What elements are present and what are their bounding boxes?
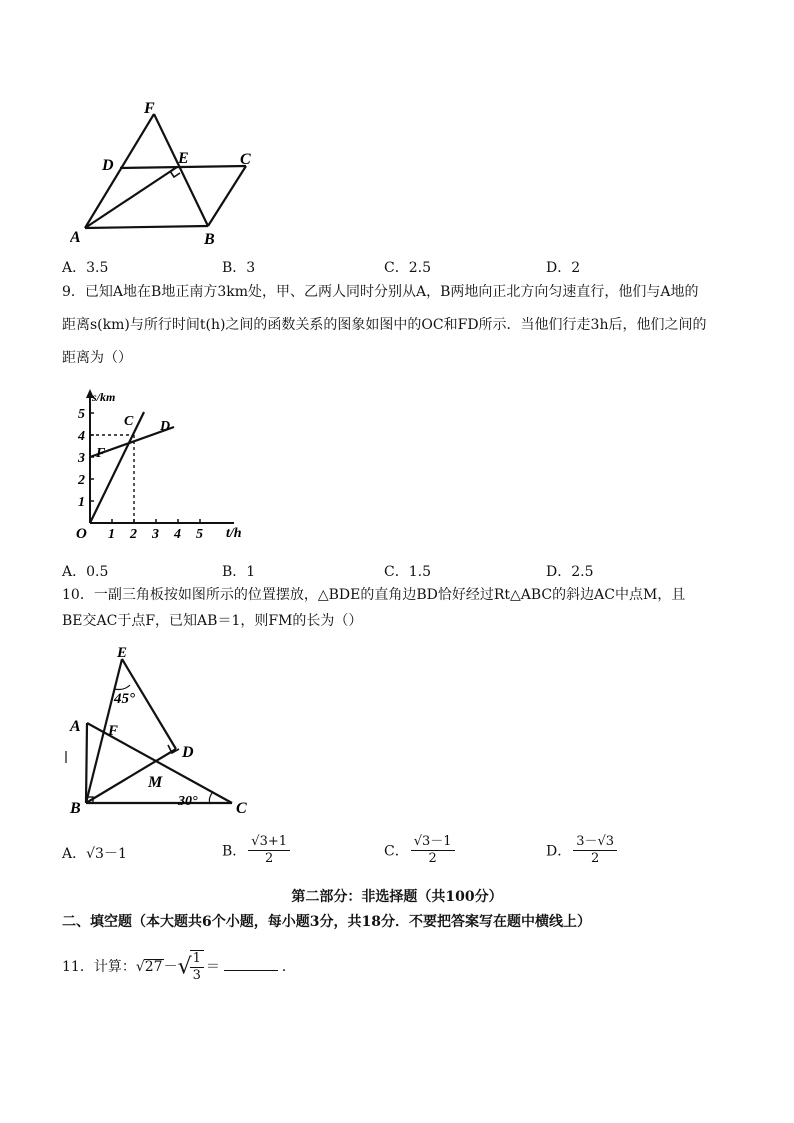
q10-option-b-fraction: $\frac{√3+1}{2}$ bbox=[248, 834, 290, 867]
q8-option-c[interactable]: C．2.5 bbox=[384, 260, 431, 276]
label-E: E bbox=[178, 150, 189, 167]
label-E: E bbox=[117, 645, 128, 661]
x-tick-2: 2 bbox=[130, 527, 137, 542]
q9-option-d[interactable]: D．2.5 bbox=[546, 564, 594, 580]
q10-option-c[interactable]: C． $\frac{√3-1}{2}$ bbox=[384, 834, 457, 867]
label-M: M bbox=[148, 774, 163, 791]
line-AB bbox=[85, 226, 208, 228]
q11-answer-blank[interactable] bbox=[224, 956, 278, 971]
right-angle-mark bbox=[170, 171, 180, 177]
x-tick-3: 3 bbox=[152, 527, 159, 542]
q9-line1: 9．已知A地在B地正南方3km处，甲、乙两人同时分别从A，B两地向正北方向匀速直行，他们与A地的 bbox=[62, 284, 699, 300]
q10-option-d-fraction: $\frac{3-√3}{2}$ bbox=[573, 834, 617, 867]
label-C: C bbox=[240, 151, 251, 168]
q10-option-a[interactable]: A．√3－1 bbox=[62, 846, 127, 862]
label-B: B bbox=[204, 231, 215, 248]
q8-option-a[interactable]: A．3.5 bbox=[62, 260, 109, 276]
line-FB bbox=[154, 114, 208, 226]
part2-title: 第二部分：非选择题（共100分） bbox=[291, 889, 503, 905]
section2-title: 二、填空题（本大题共6个小题，每小题3分，共18分．不要把答案写在题中横线上） bbox=[62, 914, 591, 930]
label-D: D bbox=[182, 744, 194, 761]
y-tick-5: 5 bbox=[78, 407, 85, 422]
q10-option-c-fraction: $\frac{√3-1}{2}$ bbox=[411, 834, 455, 867]
label-C: C bbox=[236, 800, 247, 817]
q11-sqrt-frac: √ $\frac{1}{3}$ bbox=[178, 950, 206, 984]
line-BC bbox=[208, 166, 246, 226]
q9-option-a[interactable]: A．0.5 bbox=[62, 564, 109, 580]
y-tick-3: 3 bbox=[78, 451, 85, 466]
angle-arc-30 bbox=[209, 793, 212, 803]
q10-option-b[interactable]: B． $\frac{√3+1}{2}$ bbox=[222, 834, 292, 867]
point-F-label: F bbox=[96, 446, 106, 461]
q11: 11．计算：√27－√ $\frac{1}{3}$ ＝ ． bbox=[62, 951, 296, 983]
q10-option-d[interactable]: D． $\frac{3-√3}{2}$ bbox=[546, 834, 619, 867]
label-D: D bbox=[102, 157, 114, 174]
label-F: F bbox=[108, 723, 119, 739]
label-45: 45° bbox=[114, 691, 135, 707]
q10-stem bbox=[62, 582, 742, 634]
y-tick-4: 4 bbox=[78, 429, 85, 444]
line-AE bbox=[85, 167, 177, 228]
q11-sqrt27: √27 bbox=[135, 959, 163, 975]
line-AF bbox=[85, 114, 154, 228]
line-AB bbox=[86, 723, 87, 803]
x-axis-label: t/h bbox=[226, 526, 242, 541]
q9-option-c[interactable]: C．1.5 bbox=[384, 564, 431, 580]
line-BD bbox=[86, 749, 176, 803]
q9-option-b[interactable]: B．1 bbox=[222, 564, 256, 580]
label-30: 30° bbox=[178, 794, 198, 809]
x-tick-1: 1 bbox=[108, 527, 115, 542]
q9-graph bbox=[62, 385, 252, 545]
point-C-label: C bbox=[124, 414, 134, 429]
label-A: A bbox=[70, 718, 81, 735]
q8-figure bbox=[70, 100, 270, 250]
label-B: B bbox=[70, 800, 81, 817]
label-F: F bbox=[144, 100, 155, 117]
q9-line2: 距离s(km)与所行时间t(h)之间的函数关系的图象如图中的OC和FD所示．当他们行走3h后，他们之间的 bbox=[62, 317, 707, 333]
q8-option-b[interactable]: B．3 bbox=[222, 260, 256, 276]
q10-line2: BE交AC于点F，已知AB＝1，则FM的长为（） bbox=[62, 613, 363, 629]
y-tick-1: 1 bbox=[78, 495, 85, 510]
y-tick-2: 2 bbox=[78, 473, 85, 488]
x-tick-4: 4 bbox=[174, 527, 181, 542]
point-D-label: D bbox=[160, 419, 171, 434]
q11-prefix: 计算： bbox=[93, 959, 136, 975]
label-A: A bbox=[70, 229, 81, 246]
origin-label: O bbox=[76, 526, 87, 542]
q11-number: 11． bbox=[62, 959, 94, 975]
q9-line3: 距离为（） bbox=[62, 350, 132, 366]
q10-line1: 10．一副三角板按如图所示的位置摆放，△BDE的直角边BD恰好经过Rt△ABC的斜边AC中点M，且 bbox=[62, 587, 686, 603]
y-axis-label: s/km bbox=[92, 390, 116, 404]
q8-option-d[interactable]: D．2 bbox=[546, 260, 581, 276]
x-tick-5: 5 bbox=[196, 527, 203, 542]
q9-stem bbox=[62, 276, 742, 375]
line-OC bbox=[90, 412, 144, 523]
q10-figure bbox=[62, 645, 262, 817]
